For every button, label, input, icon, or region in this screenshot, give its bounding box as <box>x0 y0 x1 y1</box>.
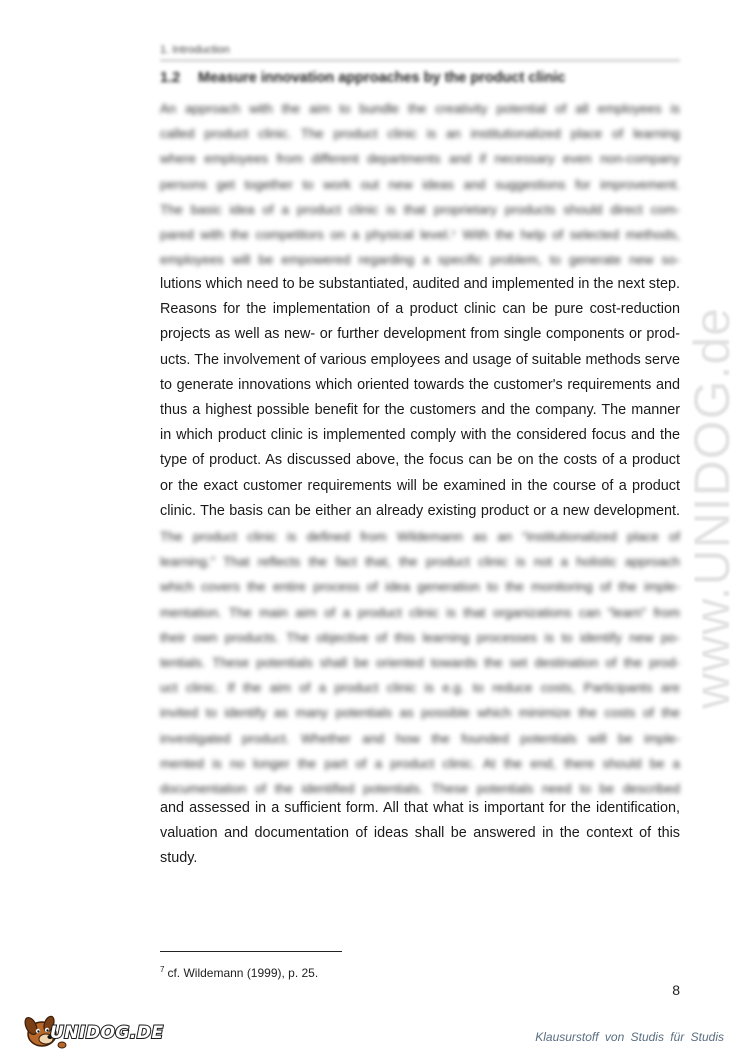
text-line: An approach with the aim to bundle the creativity potential of all employees is <box>160 101 680 116</box>
text-line: learning.” That reflects the fact that, the product clinic is not a holistic approach <box>160 554 680 570</box>
text-line: tentials. These potentials shall be oriented towards the set destination of the prod- <box>160 654 680 670</box>
text-line: lutions which need to be substantiated, audited and implemented in the next step. <box>160 276 680 292</box>
logo-text: UNIDOG.DE <box>50 1023 164 1043</box>
tagline: Klausurstoff von Studis für Studis <box>535 1030 724 1044</box>
running-head: 1. Introduction <box>160 44 680 61</box>
text-line: thus a highest possible benefit for the customers and the company. The manner <box>160 401 680 418</box>
page-number: 8 <box>672 982 680 998</box>
section-number: 1.2 <box>160 70 181 86</box>
text-line: type of product. As discussed above, the focus can be on the costs of a product <box>160 452 680 469</box>
text-line: study. <box>160 850 198 867</box>
text-line: Reasons for the implementation of a product clinic can be pure cost-reduction <box>160 301 680 318</box>
text-line: their own products. The objective of this learning processes is to identify new po- <box>160 629 680 645</box>
footnote <box>160 965 318 980</box>
text-line: valuation and documentation of ideas shall be answered in the context of this <box>160 825 680 842</box>
text-line: mented is no longer the part of a product clinic. At the end, there should be a <box>160 755 680 771</box>
text-line: employees will be empowered regarding a specific problem, to generate new so- <box>160 252 680 268</box>
footnote-text: cf. Wildemann (1999), p. 25. <box>167 966 319 980</box>
text-line: called product clinic. The product clinic is an institutionalized place of learning <box>160 126 680 142</box>
text-line: in which product clinic is implemented comply with the considered focus and the <box>160 427 680 444</box>
text-line: ucts. The involvement of various employees and usage of suitable methods serve <box>160 351 680 368</box>
text-line: clinic. The basis can be either an already existing product or a new development. <box>160 502 680 519</box>
text-line: uct clinic. If the aim of a product clinic is e.g. to reduce costs, Participants are <box>160 680 680 696</box>
text-line: persons get together to work out new ideas and suggestions for improvement. <box>160 176 680 192</box>
text-line: The basic idea of a product clinic is that proprietary products should direct com- <box>160 201 680 217</box>
clear-paragraph-middle <box>160 272 680 524</box>
text-line: or the exact customer requirements will be examined in the course of a product <box>160 477 680 494</box>
text-line: and assessed in a sufficient form. All that what is important for the identification, <box>160 800 680 816</box>
blurred-paragraph-middle <box>160 524 680 801</box>
text-line: invited to identify as many potentials as possible which minimize the costs of the <box>160 705 680 721</box>
text-line: projects as well as new- or further development from single components or prod- <box>160 326 680 343</box>
text-line: investigated product. Whether and how the founded potentials will be imple- <box>160 730 680 746</box>
clear-paragraph-bottom <box>160 796 680 872</box>
text-line: mentation. The main aim of a product clinic is that organizations can “learn” from <box>160 604 680 620</box>
section-heading <box>160 70 680 86</box>
text-line: The product clinic is defined from Wildemann as an “institutionalized place of <box>160 529 680 544</box>
footnote-separator <box>160 951 342 952</box>
footnote-marker: 7 <box>160 965 165 974</box>
text-line: pared with the competitors on a physical level.⁷ With the help of selected methods, <box>160 226 680 242</box>
text-line: documentation of the identified potentials. These potentials need to be described <box>160 780 680 796</box>
watermark: www.UNIDOG.de <box>684 307 740 709</box>
section-title: Measure innovation approaches by the product clinic <box>198 70 566 86</box>
blurred-paragraph-top <box>160 96 680 272</box>
text-line: to generate innovations which oriented towards the customer's requirements and <box>160 376 680 393</box>
text-line: which covers the entire process of idea generation to the monitoring of the imple- <box>160 579 680 595</box>
text-line: where employees from different departments and if necessary even non-company <box>160 151 680 167</box>
